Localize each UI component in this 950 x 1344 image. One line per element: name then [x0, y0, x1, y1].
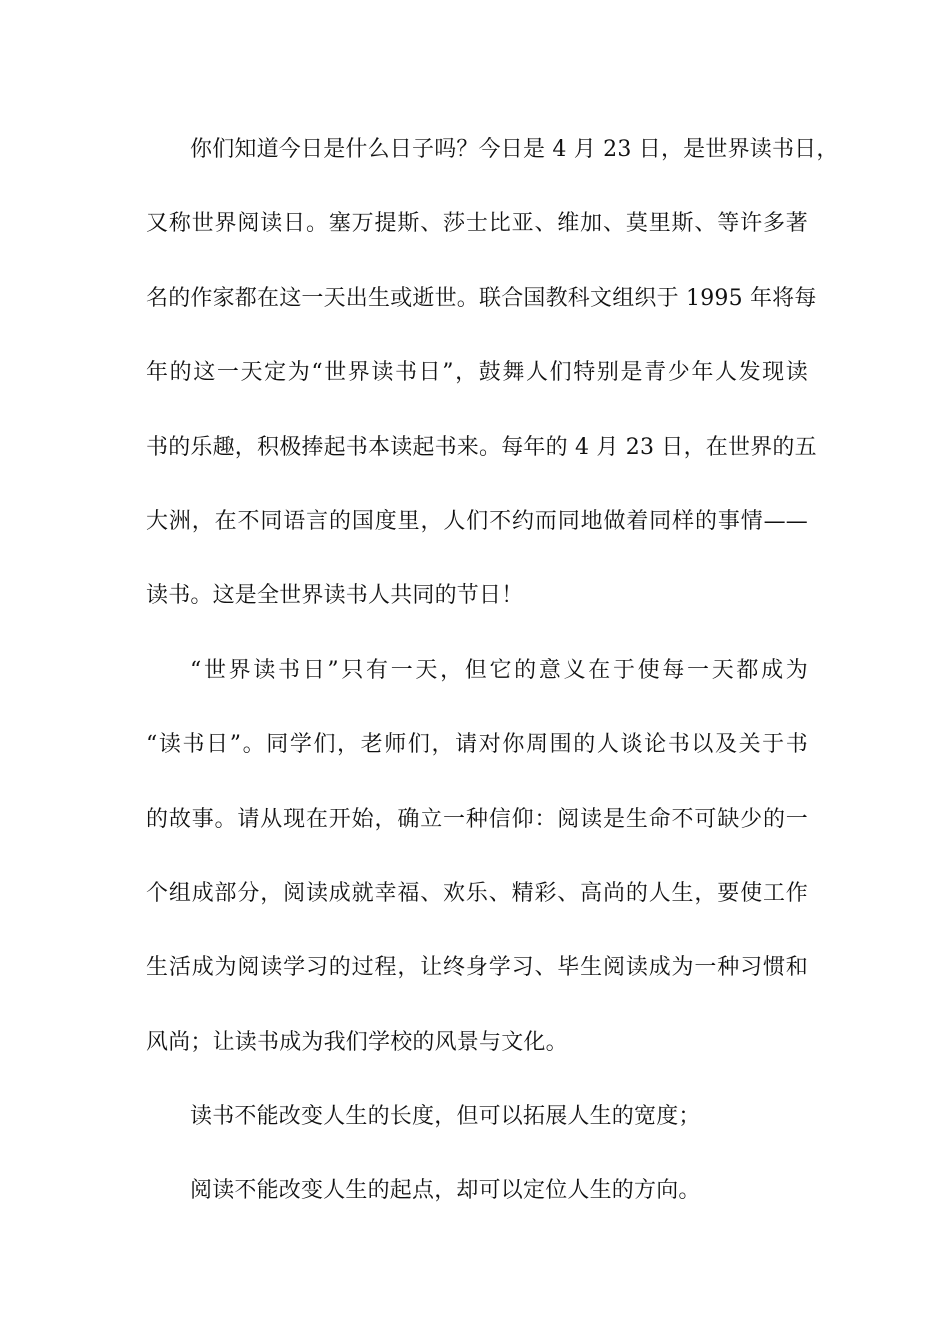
text-line-12: 生活成为阅读学习的过程，让终身学习、毕生阅读成为一种习惯和 — [146, 955, 808, 981]
text-line-7: 读书。这是全世界读书人共同的节日！ — [146, 583, 524, 609]
text-line-8: “世界读书日”只有一天，但它的意义在于使每一天都成为 — [190, 657, 808, 683]
text-line-9: “读书日”。同学们，老师们，请对你周围的人谈论书以及关于书 — [146, 732, 808, 758]
text-line-4: 年的这一天定为“世界读书日”，鼓舞人们特别是青少年人发现读 — [146, 360, 808, 386]
text-line-1: 你们知道今日是什么日子吗？今日是 4 月 23 日，是世界读书日， — [190, 137, 839, 162]
text-line-5: 书的乐趣，积极捧起书本读起书来。每年的 4 月 23 日，在世界的五 — [146, 434, 817, 460]
text-line-2: 又称世界阅读日。塞万提斯、莎士比亚、维加、莫里斯、等许多著 — [146, 211, 808, 237]
text-line-3: 名的作家都在这一天出生或逝世。联合国教科文组织于 1995 年将每 — [146, 285, 817, 311]
text-line-6: 大洲，在不同语言的国度里，人们不约而同地做着同样的事情—— — [146, 508, 808, 534]
text-line-14: 读书不能改变人生的长度，但可以拓展人生的宽度； — [190, 1104, 701, 1130]
text-line-15: 阅读不能改变人生的起点，却可以定位人生的方向。 — [190, 1178, 701, 1204]
text-line-10: 的故事。请从现在开始，确立一种信仰：阅读是生命不可缺少的一 — [146, 806, 808, 832]
text-line-11: 个组成部分，阅读成就幸福、欢乐、精彩、高尚的人生，要使工作 — [146, 880, 808, 906]
text-line-13: 风尚；让读书成为我们学校的风景与文化。 — [146, 1029, 568, 1055]
body-text — [146, 128, 839, 1244]
